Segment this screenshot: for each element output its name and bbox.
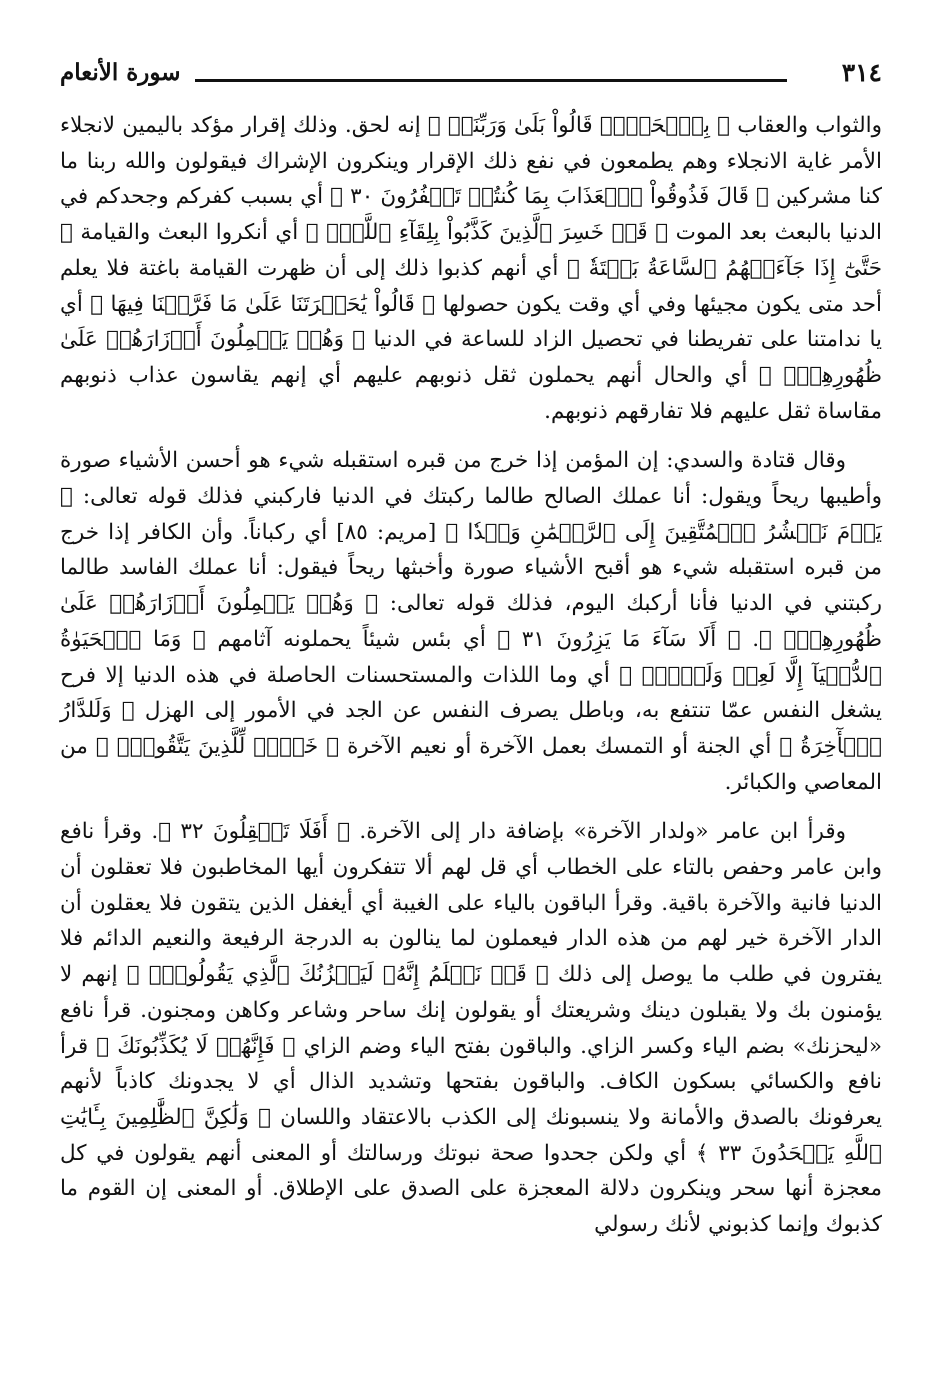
page-number: ٣١٤ — [828, 58, 882, 87]
page-body — [60, 108, 882, 1243]
page — [60, 52, 882, 1243]
paragraph-3: وقرأ ابن عامر «ولدار الآخرة» بإضافة دار إلى الآخرة. ﴿ أَفَلَا تَعۡقِلُونَ ٣٢ ﴾. وقرأ نافع وابن عامر وحفص بالتاء على الخطاب أي قل لهم ألا تتفكرون أيها المخاطبون فلا تعقلون أن الدنيا فانية والآخرة باقية. وقرأ الباقون بالياء على الغيبة أي أيغفل الذين يتقون فلا يعقلون أن الدار الآخرة خير لهم من هذه الدار فيعملون لما ينالون به الدرجة الرفيعة والنعيم الدائم فلا يفترون في طلب ما يوصل إلى ذلك ﴿ قَدۡ نَعۡلَمُ إِنَّهُۥ لَيَحۡزُنُكَ ٱلَّذِي يَقُولُونَۖ ﴾ إنهم لا يؤمنون بك ولا يقبلون دينك وشريعتك أو يقولون إنك ساحر وشاعر وكاهن ومجنون. قرأ نافع «ليحزنك» بضم الياء وكسر الزاي. والباقون بفتح الياء وضم الزاي ﴿ فَإِنَّهُمۡ لَا يُكَذِّبُونَكَ ﴾ قرأ نافع والكسائي بسكون الكاف. والباقون بفتحها وتشديد الذال أي لا يجدونك كاذباً لأنهم يعرفونك بالصدق والأمانة ولا ينسبونك إلى الكذب بالاعتقاد واللسان ﴿ وَلَٰكِنَّ ٱلظَّٰلِمِينَ بِـَٔايَٰتِ ٱللَّهِ يَجۡحَدُونَ ٣٣ ﴾ أي ولكن جحدوا صحة نبوتك ورسالتك أو المعنى أنهم يقولون في كل معجزة أنها سحر وينكرون دلالة المعجزة على الصدق على الإطلاق. أو المعنى إن القوم ما كذبوك وإنما كذبوني لأنك رسولي — [60, 819, 882, 1238]
paragraph-2: وقال قتادة والسدي: إن المؤمن إذا خرج من قبره استقبله شيء هو أحسن الأشياء صورة وأطيبها ريحاً ويقول: أنا عملك الصالح طالما ركبتك في الدنيا فاركبني فذلك قوله تعالى: ﴿ يَوۡمَ نَحۡشُرُ ٱلۡمُتَّقِينَ إِلَى ٱلرَّحۡمَٰنِ وَفۡدٗا ﴾ [مريم: ٨٥] أي ركباناً. وأن الكافر إذا خرج من قبره استقبله شيء هو أقبح الأشياء صورة وأخبثها ريحاً فيقول: أنا عملك الفاسد طالما ركبتني في الدنيا فأنا أركبك اليوم، فذلك قوله تعالى: ﴿ وَهُمۡ يَحۡمِلُونَ أَوۡزَارَهُمۡ عَلَىٰ ظُهُورِهِمۡۚ ﴾. ﴿ أَلَا سَآءَ مَا يَزِرُونَ ٣١ ﴾ أي بئس شيئاً يحملونه آثامهم ﴿ وَمَا ٱلۡحَيَوٰةُ ٱلدُّنۡيَآ إِلَّا لَعِبٞ وَلَهۡوٞۖ ﴾ أي وما اللذات والمستحسنات الحاصلة في هذه الدنيا إلا فرح يشغل النفس عمّا تنتفع به، وباطل يصرف النفس عن الجد في الأمور إلى الهزل ﴿ وَلَلدَّارُ ٱلۡأٓخِرَةُ ﴾ أي الجنة أو التمسك بعمل الآخرة أو نعيم الآخرة ﴿ خَيۡرٞ لِّلَّذِينَ يَتَّقُونَۚ ﴾ من المعاصي والكبائر. — [60, 448, 882, 795]
page-header — [60, 52, 882, 92]
header-rule — [180, 79, 787, 82]
surah-title: سورة الأنعام — [60, 59, 195, 86]
paragraph-1: والثواب والعقاب ﴿ بِٱلۡحَقِّۚ قَالُواْ بَلَىٰ وَرَبِّنَاۚ ﴾ إنه لحق. وذلك إقرار مؤكد باليمين لانجلاء الأمر غاية الانجلاء وهم يطمعون في نفع ذلك الإقرار وينكرون الإشراك فيقولون والله ربنا ما كنا مشركين ﴿ قَالَ فَذُوقُواْ ٱلۡعَذَابَ بِمَا كُنتُمۡ تَكۡفُرُونَ ٣٠ ﴾ أي بسبب كفركم وجحدكم في الدنيا بالبعث بعد الموت ﴿ قَدۡ خَسِرَ ٱلَّذِينَ كَذَّبُواْ بِلِقَآءِ ٱللَّهِۖ ﴾ أي أنكروا البعث والقيامة ﴿ حَتَّىٰٓ إِذَا جَآءَتۡهُمُ ٱلسَّاعَةُ بَغۡتَةٗ ﴾ أي أنهم كذبوا ذلك إلى أن ظهرت القيامة باغتة فلا يعلم أحد متى يكون مجيئها وفي أي وقت يكون حصولها ﴿ قَالُواْ يَٰحَسۡرَتَنَا عَلَىٰ مَا فَرَّطۡنَا فِيهَا ﴾ أي يا ندامتنا على تفريطنا في تحصيل الزاد للساعة في الدنيا ﴿ وَهُمۡ يَحۡمِلُونَ أَوۡزَارَهُمۡ عَلَىٰ ظُهُورِهِمۡۚ ﴾ أي والحال أنهم يحملون ثقل ذنوبهم عليهم أي إنهم يقاسون عذاب ذنوبهم مقاساة ثقل عليهم فلا تفارقهم ذنوبهم. — [60, 113, 883, 424]
